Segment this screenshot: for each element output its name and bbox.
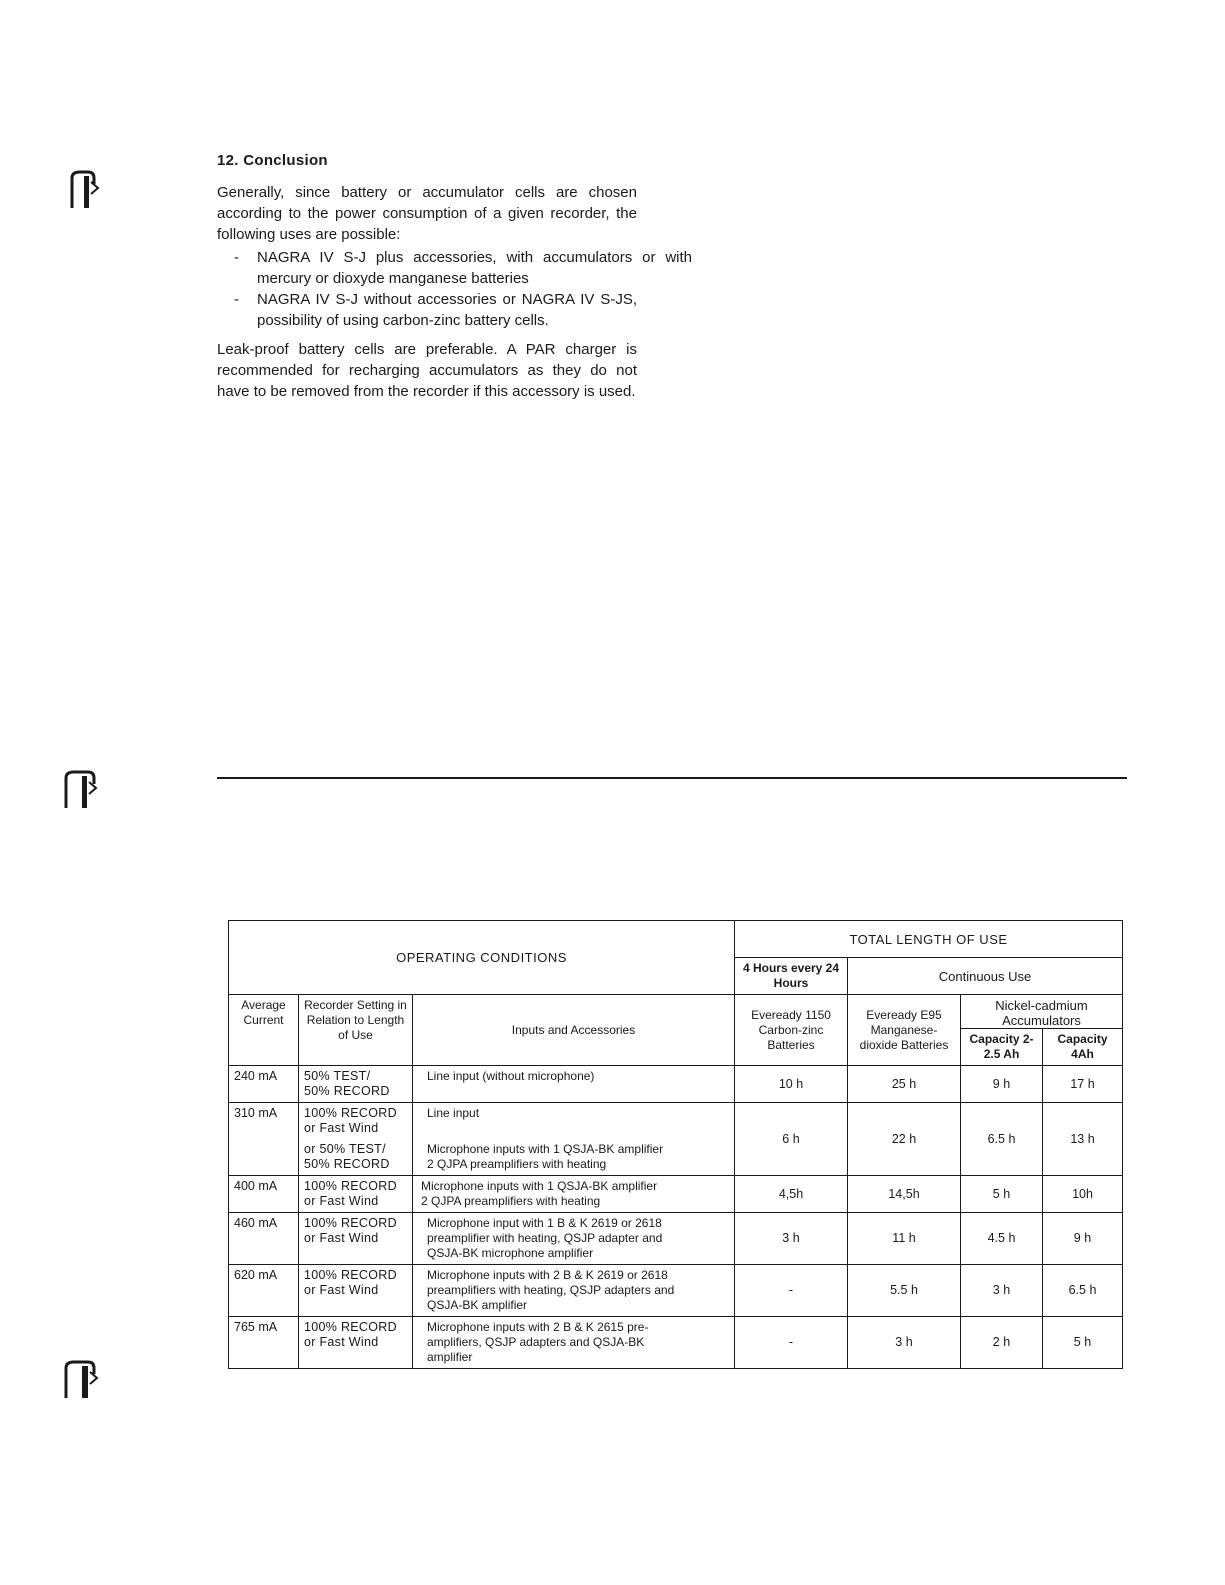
setting-line: or Fast Wind — [304, 1283, 379, 1297]
cell-setting — [299, 1103, 413, 1176]
cell-manganese: 25 h — [848, 1066, 961, 1103]
cell-capacity-2: 6.5 h — [1043, 1265, 1123, 1317]
col-header-carbon-zinc: Eveready 1150 Carbon-zinc Batteries — [735, 995, 848, 1066]
setting-line: 100% RECORD — [304, 1320, 397, 1334]
cell-manganese: 5.5 h — [848, 1265, 961, 1317]
cell-capacity-1: 5 h — [961, 1176, 1043, 1213]
header-total-length: TOTAL LENGTH OF USE — [735, 921, 1123, 958]
closing-paragraph: Leak-proof battery cells are preferable. A PAR charger is recommended for recharging accumulators as they do not have to be removed from the recorder if this accessory is used. — [217, 341, 637, 400]
list-item-text: NAGRA IV S-J plus accessories, with accumulators or with mercury or dioxyde manganese batteries — [257, 249, 692, 287]
cell-current: 765 mA — [229, 1317, 299, 1369]
cell-capacity-2: 10h — [1043, 1176, 1123, 1213]
cell-manganese: 3 h — [848, 1317, 961, 1369]
input-line: preamplifier with heating, QSJP adapter and — [427, 1231, 663, 1245]
cell-current: 310 mA — [229, 1103, 299, 1176]
cell-capacity-1: 3 h — [961, 1265, 1043, 1317]
setting-line: 100% RECORD — [304, 1268, 397, 1282]
binder-hole-icon — [58, 768, 108, 810]
cell-setting — [299, 1066, 413, 1103]
setting-line: or 50% TEST/ — [304, 1142, 386, 1156]
input-line: Line input — [427, 1106, 480, 1120]
cell-inputs — [413, 1265, 735, 1317]
cell-inputs — [413, 1317, 735, 1369]
cell-carbon-zinc: 6 h — [735, 1103, 848, 1176]
cell-capacity-2: 9 h — [1043, 1213, 1123, 1265]
input-line: Line input (without microphone) — [427, 1069, 595, 1083]
input-line: amplifiers, QSJP adapters and QSJA-BK — [427, 1335, 645, 1349]
cell-setting — [299, 1265, 413, 1317]
list-item: - NAGRA IV S-J without accessories or NAGRA IV S-JS, possibility of using carbon-zinc battery cells. — [234, 291, 637, 329]
intro-paragraph: Generally, since battery or accumulator cells are chosen according to the power consumption of a given recorder, the following uses are possible: — [217, 184, 637, 243]
cell-carbon-zinc: - — [735, 1317, 848, 1369]
cell-manganese: 11 h — [848, 1213, 961, 1265]
horizontal-rule — [217, 777, 1127, 779]
cell-current: 240 mA — [229, 1066, 299, 1103]
input-line: Microphone inputs with 2 B & K 2619 or 2618 — [427, 1268, 668, 1282]
cell-capacity-2: 17 h — [1043, 1066, 1123, 1103]
cell-capacity-2: 5 h — [1043, 1317, 1123, 1369]
cell-capacity-1: 2 h — [961, 1317, 1043, 1369]
col-header-setting: Recorder Setting in Relation to Length of Use — [299, 995, 413, 1066]
setting-line: 100% RECORD — [304, 1179, 397, 1193]
cell-inputs — [413, 1066, 735, 1103]
col-header-current: Average Current — [229, 995, 299, 1066]
cell-manganese: 14,5h — [848, 1176, 961, 1213]
setting-line: or Fast Wind — [304, 1121, 379, 1135]
setting-line: 50% TEST/ — [304, 1069, 371, 1083]
cell-carbon-zinc: 3 h — [735, 1213, 848, 1265]
usage-list — [217, 247, 692, 331]
conclusion-section — [217, 152, 692, 402]
input-line: Microphone input with 1 B & K 2619 or 2618 — [427, 1216, 662, 1230]
cell-inputs — [413, 1103, 735, 1176]
setting-line: 50% RECORD — [304, 1084, 390, 1098]
table-row — [229, 1176, 1123, 1213]
setting-line: or Fast Wind — [304, 1335, 379, 1349]
cell-capacity-1: 9 h — [961, 1066, 1043, 1103]
table-row — [229, 1317, 1123, 1369]
cell-current: 460 mA — [229, 1213, 299, 1265]
table-row — [229, 1103, 1123, 1176]
cell-inputs — [413, 1176, 735, 1213]
cell-capacity-1: 4.5 h — [961, 1213, 1043, 1265]
cell-setting — [299, 1213, 413, 1265]
operating-conditions-table — [228, 920, 1123, 1369]
header-operating-conditions: OPERATING CONDITIONS — [229, 921, 735, 995]
binder-hole-icon — [58, 1358, 108, 1400]
input-line: preamplifiers with heating, QSJP adapters and — [427, 1283, 675, 1297]
cell-current: 400 mA — [229, 1176, 299, 1213]
input-line: Microphone inputs with 1 QSJA-BK amplifier — [427, 1142, 664, 1156]
list-item-text: NAGRA IV S-J without accessories or NAGRA IV S-JS, possibility of using carbon-zinc battery cells. — [257, 291, 637, 329]
input-line: Microphone inputs with 1 QSJA-BK amplifier — [421, 1179, 658, 1193]
input-line: QSJA-BK amplifier — [427, 1298, 528, 1312]
setting-line: or Fast Wind — [304, 1194, 379, 1208]
cell-setting — [299, 1176, 413, 1213]
table-row — [229, 1066, 1123, 1103]
col-header-inputs: Inputs and Accessories — [413, 995, 735, 1066]
setting-line: 50% RECORD — [304, 1157, 390, 1171]
input-line: QSJA-BK microphone amplifier — [427, 1246, 594, 1260]
section-heading: 12. Conclusion — [217, 152, 328, 169]
cell-manganese: 22 h — [848, 1103, 961, 1176]
col-header-capacity-1: Capacity 2-2.5 Ah — [961, 1029, 1043, 1066]
cell-carbon-zinc: 4,5h — [735, 1176, 848, 1213]
table-row — [229, 1265, 1123, 1317]
cell-carbon-zinc: - — [735, 1265, 848, 1317]
setting-line: 100% RECORD — [304, 1106, 397, 1120]
list-item: - NAGRA IV S-J plus accessories, with accumulators or with mercury or dioxyde manganese batteries — [234, 249, 692, 287]
col-header-manganese: Eveready E95 Manganese-dioxide Batteries — [848, 995, 961, 1066]
cell-carbon-zinc: 10 h — [735, 1066, 848, 1103]
setting-line: 100% RECORD — [304, 1216, 397, 1230]
cell-inputs — [413, 1213, 735, 1265]
header-4-hours: 4 Hours every 24 Hours — [735, 958, 848, 995]
input-line: 2 QJPA preamplifiers with heating — [421, 1194, 601, 1208]
header-continuous-use: Continuous Use — [848, 958, 1123, 995]
col-header-capacity-2: Capacity 4Ah — [1043, 1029, 1123, 1066]
setting-line: or Fast Wind — [304, 1231, 379, 1245]
input-line: 2 QJPA preamplifiers with heating — [427, 1157, 607, 1171]
binder-hole-icon — [58, 168, 108, 210]
cell-capacity-1: 6.5 h — [961, 1103, 1043, 1176]
cell-setting — [299, 1317, 413, 1369]
col-header-nickel-cadmium: Nickel-cadmium Accumulators — [961, 995, 1123, 1029]
cell-current: 620 mA — [229, 1265, 299, 1317]
table-row — [229, 1213, 1123, 1265]
input-line: Microphone inputs with 2 B & K 2615 pre- — [427, 1320, 649, 1334]
input-line: amplifier — [427, 1350, 473, 1364]
cell-capacity-2: 13 h — [1043, 1103, 1123, 1176]
